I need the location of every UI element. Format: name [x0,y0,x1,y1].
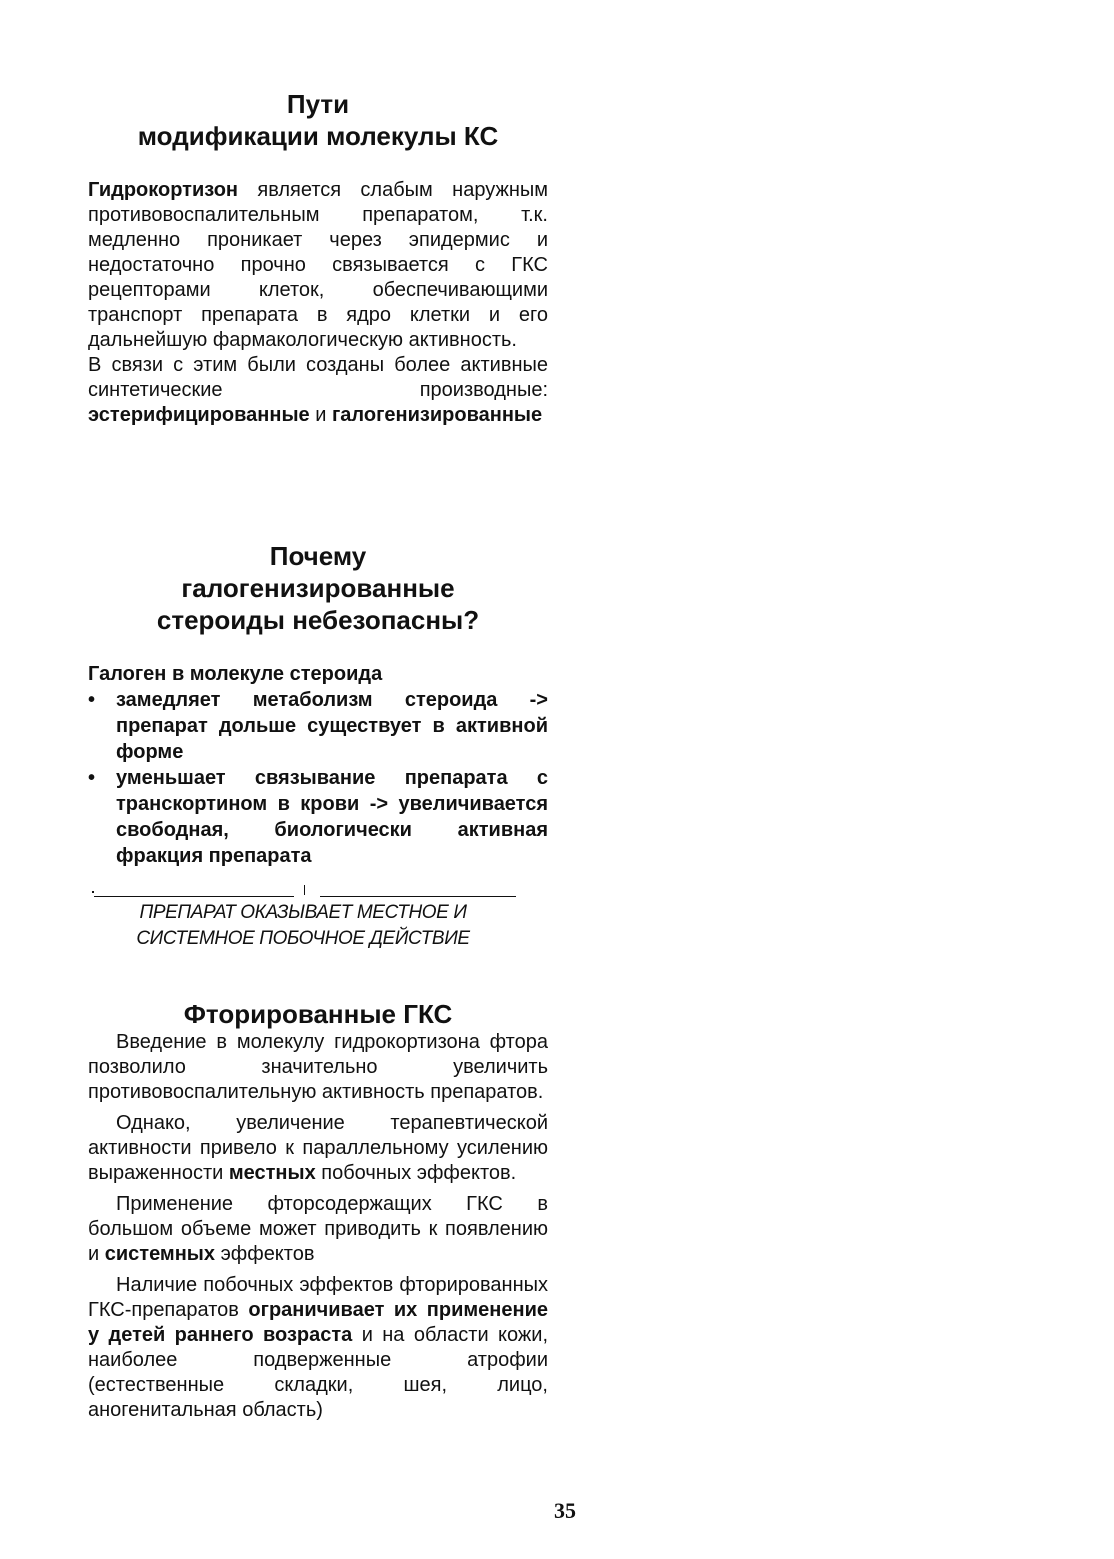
list-heading: Галоген в молекуле стероида [88,663,383,685]
section-title: Фторированные ГКС [183,999,453,1029]
section-fluorinated-body [88,1030,548,1423]
term: системных [104,1243,216,1265]
paragraph: Введение в молекулу гидрокортизона фтора позволило значительно увеличить противовоспалительную активность препаратов. [88,1031,548,1103]
section-fluorinated [88,998,548,1030]
section-halogenated [88,540,548,636]
paragraph: Гидрокортизон является слабым наружным противовоспалительным препаратом, т.к. медленно проникает через эпидермис и недостаточно прочно связывается с ГКС рецепторами клеток, обеспечивающими транспорт препарата в ядро клетки и его дальнейшую фармакологическую активность. [88,179,548,351]
term: галогенизированные [331,404,543,426]
effects-list [88,687,548,869]
term: ограничивает их применение у детей раннего возраста [88,1299,549,1346]
side-effect-note: ПРЕПАРАТ ОКАЗЫВАЕТ МЕСТНОЕ И СИСТЕМНОЕ ПОБОЧНОЕ ДЕЙСТВИЕ [136,902,470,949]
paragraph: Применение фторсодержащих ГКС в большом объеме может приводить к появлению и системных эффектов [88,1193,548,1265]
divider [88,884,518,898]
term: местных [228,1162,316,1184]
section-pathways [88,88,548,152]
section-title: Пути модификации молекулы КС [137,89,499,151]
paragraph: Однако, увеличение терапевтической активности привело к параллельному усилению выраженности местных побочных эффектов. [88,1112,548,1184]
term: Гидрокортизон [88,179,239,201]
rule-right [320,896,516,897]
term: эстерифицированные [88,404,310,426]
section-pathways-body [88,178,548,428]
paragraph: В связи с этим были созданы более активные синтетические производные: эстерифицированные и галогенизированные [88,354,548,426]
tick-mark [304,885,305,895]
list-item: • уменьшает связывание препарата с транскортином в крови -> увеличивается свободная, биологически активная фракция препарата [88,765,548,869]
dot-mark [92,891,94,893]
section-title: Почему галогенизированные стероиды небезопасны? [156,541,480,635]
halogen-effects [88,662,548,869]
paragraph: Наличие побочных эффектов фторированных ГКС-препаратов ограничивает их применение у детей раннего возраста и на области кожи, наиболее подверженные атрофии (естественные складки, шея, лицо, аногенитальная область) [88,1274,549,1421]
page-number: 35 [554,1498,576,1523]
list-item: • замедляет метаболизм стероида -> препарат дольше существует в активной форме [88,687,548,765]
rule-left [94,896,294,897]
